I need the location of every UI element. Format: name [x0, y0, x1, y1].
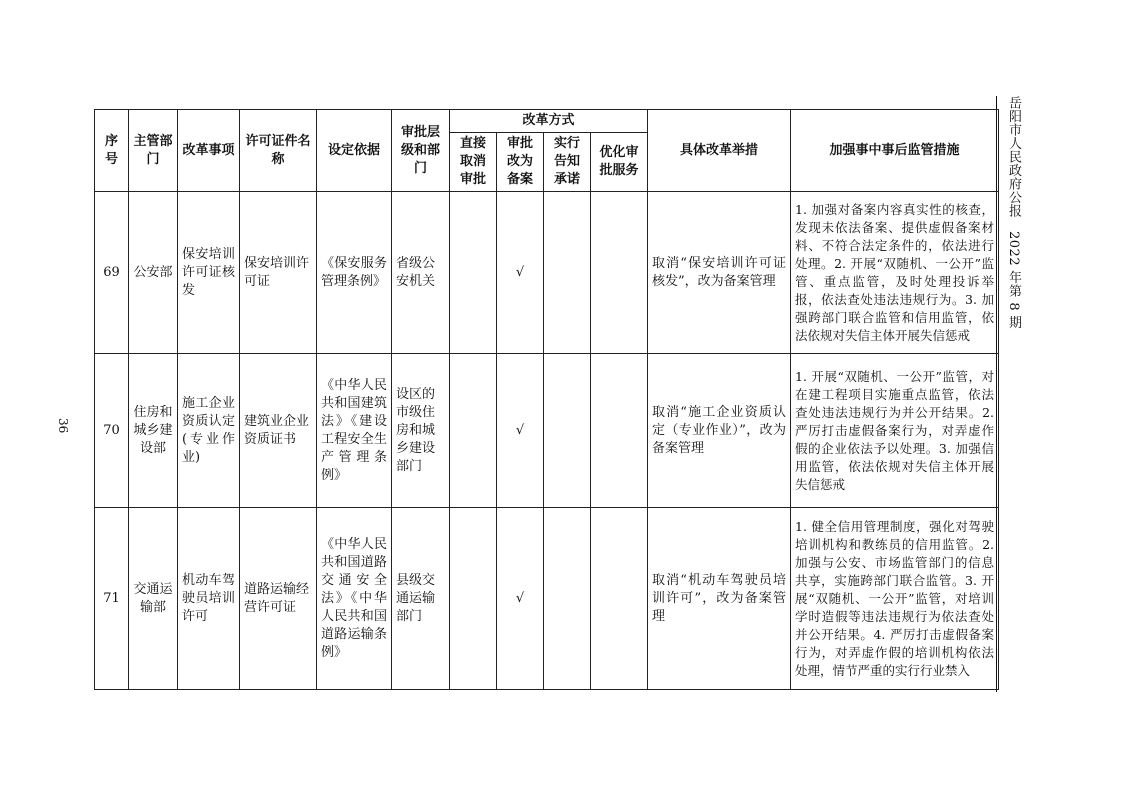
cell-m-notify [544, 508, 591, 690]
header-m-notify: 实行告知承诺 [544, 133, 591, 192]
header-dept: 主管部门 [129, 110, 178, 192]
journal-header: 岳阳市人民政府公报 2022 年第 8 期 [1006, 96, 1021, 330]
cell-license: 道路运输经营许可证 [240, 508, 317, 690]
table-row [95, 354, 999, 508]
cell-seq: 71 [95, 508, 129, 690]
header-method-group: 改革方式 [450, 110, 648, 133]
header-m-optimize: 优化审批服务 [591, 133, 648, 192]
cell-supervision: 1. 开展“双随机、一公开”监管，对在建工程项目实施重点监管，依法查处违法违规行为并公开结果。2. 严厉打击虚假备案行为，对弄虚作假的企业依法予以处理。3. 加强信用监管，依法依规对失信主体开展失信惩戒 [791, 354, 999, 508]
cell-measures: 取消“保安培训许可证核发”，改为备案管理 [648, 192, 791, 354]
cell-m-filing: √ [497, 192, 544, 354]
cell-m-cancel [450, 354, 497, 508]
cell-seq: 70 [95, 354, 129, 508]
reform-table [94, 109, 999, 690]
cell-measures: 取消“机动车驾驶员培训许可”，改为备案管理 [648, 508, 791, 690]
cell-dept: 公安部 [129, 192, 178, 354]
table-row [95, 192, 999, 354]
cell-supervision: 1. 加强对备案内容真实性的核查，发现未依法备案、提供虚假备案材料、不符合法定条件的，依法进行处理。2. 开展“双随机、一公开”监管、重点监管，及时处理投诉举报，依法查处违法违规行为。3. 加强跨部门联合监管和信用监管，依法依规对失信主体开展失信惩戒 [791, 192, 999, 354]
cell-item: 机动车驾驶员培训许可 [178, 508, 240, 690]
cell-supervision: 1. 健全信用管理制度，强化对驾驶培训机构和教练员的信用监管。2. 加强与公安、市场监管部门的信息共享，实施跨部门联合监管。3. 开展“双随机、一公开”监管，对培训学时造假等违法违规行为依法查处并公开结果。4. 严厉打击虚假备案行为，对弄虚作假的培训机构依法处理，情节严重的实行行业禁入 [791, 508, 999, 690]
cell-basis: 《中华人民共和国道路交通安全法》《中华人民共和国道路运输条例》 [317, 508, 392, 690]
cell-m-cancel [450, 508, 497, 690]
header-m-filing: 审批改为备案 [497, 133, 544, 192]
cell-level: 省级公安机关 [392, 192, 450, 354]
header-license: 许可证件名称 [240, 110, 317, 192]
cell-m-filing: √ [497, 508, 544, 690]
cell-basis: 《中华人民共和国建筑法》《建设工程安全生产管理条例》 [317, 354, 392, 508]
header-item: 改革事项 [178, 110, 240, 192]
page-number: 36 [56, 418, 70, 434]
cell-m-cancel [450, 192, 497, 354]
cell-level: 设区的市级住房和城乡建设部门 [392, 354, 450, 508]
cell-basis: 《保安服务管理条例》 [317, 192, 392, 354]
cell-m-filing: √ [497, 354, 544, 508]
header-seq: 序号 [95, 110, 129, 192]
cell-dept: 住房和城乡建设部 [129, 354, 178, 508]
cell-license: 保安培训许可证 [240, 192, 317, 354]
cell-license: 建筑业企业资质证书 [240, 354, 317, 508]
header-measures: 具体改革举措 [648, 110, 791, 192]
cell-m-optimize [591, 354, 648, 508]
header-m-cancel: 直接取消审批 [450, 133, 497, 192]
cell-measures: 取消“施工企业资质认定（专业作业）”，改为备案管理 [648, 354, 791, 508]
cell-m-notify [544, 354, 591, 508]
header-level: 审批层级和部门 [392, 110, 450, 192]
cell-item: 保安培训许可证核发 [178, 192, 240, 354]
header-row [95, 110, 999, 133]
header-supervision: 加强事中事后监管措施 [791, 110, 999, 192]
cell-seq: 69 [95, 192, 129, 354]
cell-dept: 交通运输部 [129, 508, 178, 690]
header-basis: 设定依据 [317, 110, 392, 192]
cell-m-optimize [591, 192, 648, 354]
cell-level: 县级交通运输部门 [392, 508, 450, 690]
cell-item: 施工企业资质认定(专业作业) [178, 354, 240, 508]
table-row [95, 508, 999, 690]
cell-m-optimize [591, 508, 648, 690]
cell-m-notify [544, 192, 591, 354]
